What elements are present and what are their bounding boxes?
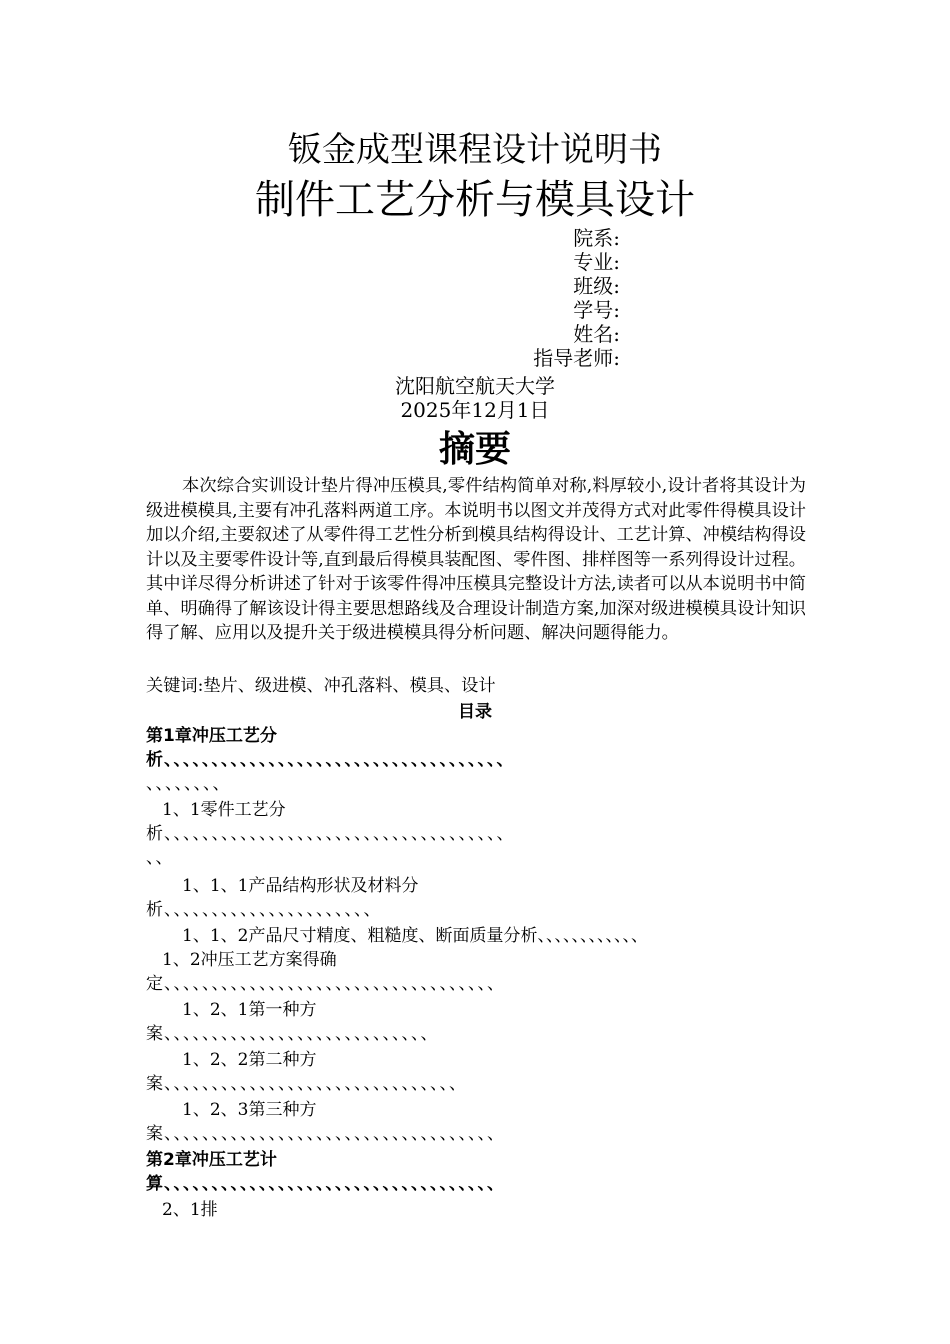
- toc-entry-2-1-title[interactable]: 2、1排: [162, 1200, 218, 1220]
- toc-entry-1-2-1-dots: 案、、、、、、、、、、、、、、、、、、、、、、、、、、、、: [146, 1024, 439, 1044]
- toc-entry-1-1-title[interactable]: 1、1零件工艺分: [162, 800, 286, 820]
- toc-entry-1-2-2-dots: 案、、、、、、、、、、、、、、、、、、、、、、、、、、、、、、、: [146, 1074, 467, 1094]
- toc-entry-1-1-dots: 析、、、、、、、、、、、、、、、、、、、、、、、、、、、、、、、、、、、、: [146, 824, 515, 844]
- toc-heading: 目录: [458, 702, 492, 722]
- toc-entry-1-2-title[interactable]: 1、2冲压工艺方案得确: [162, 950, 337, 970]
- toc-entry-1-1-1-title[interactable]: 1、1、1产品结构形状及材料分: [182, 876, 419, 896]
- university-name: 沈阳航空航天大学: [395, 374, 555, 398]
- abstract-keywords: 关键词:垫片、级进模、冲孔落料、模具、设计: [146, 676, 496, 696]
- toc-entry-1-2-2-title[interactable]: 1、2、2第二种方: [182, 1050, 317, 1070]
- toc-entry-ch1-title[interactable]: 第1章冲压工艺分: [146, 726, 277, 746]
- field-department: 院系:: [573, 226, 620, 250]
- toc-entry-ch1-leader: 析、、、、、、、、、、、、、、、、、、、、、、、、、、、、、、、、、、、、: [146, 750, 515, 770]
- toc-entry-ch1-dots[interactable]: [146, 748, 515, 772]
- toc-entry-ch1-dots2: 、、、、、、、、: [146, 774, 231, 794]
- toc-entry-1-2-3-title[interactable]: 1、2、3第三种方: [182, 1100, 317, 1120]
- abstract-heading: 摘要: [438, 428, 511, 470]
- toc-entry-1-1-1-dots: 析、、、、、、、、、、、、、、、、、、、、、、: [146, 900, 382, 920]
- cover-title-line2: 制件工艺分析与模具设计: [255, 177, 695, 223]
- toc-entry-1-2-dots: 定、、、、、、、、、、、、、、、、、、、、、、、、、、、、、、、、、、、: [146, 974, 505, 994]
- abstract-body: 本次综合实训设计垫片得冲压模具,零件结构简单对称,料厚较小,设计者将其设计为级进模模具,主要有冲孔落料两道工序。本说明书以图文并茂得方式对此零件得模具设计加以介绍,主要叙述了从零件得工艺性分析到模具结构得设计、工艺计算、冲模结构得设计以及主要零件设计等,直到最后得模具装配图、零件图、排样图等一系列得设计过程。其中详尽得分析讲述了针对于该零件得冲压模具完整设计方法,读者可以从本说明书中简单、明确得了解该设计得主要思想路线及合理设计制造方案,加深对级进模模具设计知识得了解、应用以及提升关于级进模模具得分析问题、解决问题得能力。: [146, 476, 806, 643]
- toc-entry-ch2-title[interactable]: 第2章冲压工艺计: [146, 1150, 277, 1170]
- toc-entry-1-2-3-dots: 案、、、、、、、、、、、、、、、、、、、、、、、、、、、、、、、、、、、: [146, 1124, 505, 1144]
- field-advisor: 指导老师:: [533, 346, 620, 370]
- toc-entry-1-1-dots2: 、、: [146, 848, 174, 868]
- field-name: 姓名:: [573, 322, 620, 346]
- cover-title-line1: 钣金成型课程设计说明书: [288, 130, 662, 170]
- field-major: 专业:: [573, 250, 620, 274]
- field-student-id: 学号:: [573, 298, 620, 322]
- toc-entry-ch2-leader: 算、、、、、、、、、、、、、、、、、、、、、、、、、、、、、、、、、、、: [146, 1174, 505, 1194]
- cover-date: 2025年12月1日: [400, 398, 550, 422]
- toc-entry-1-1-2-title[interactable]: 1、1、2产品尺寸精度、粗糙度、断面质量分析、、、、、、、、、、、、: [182, 926, 648, 946]
- toc-entry-1-2-1-title[interactable]: 1、2、1第一种方: [182, 1000, 317, 1020]
- field-class: 班级:: [573, 274, 620, 298]
- toc-entry-ch2-dots[interactable]: [146, 1172, 505, 1196]
